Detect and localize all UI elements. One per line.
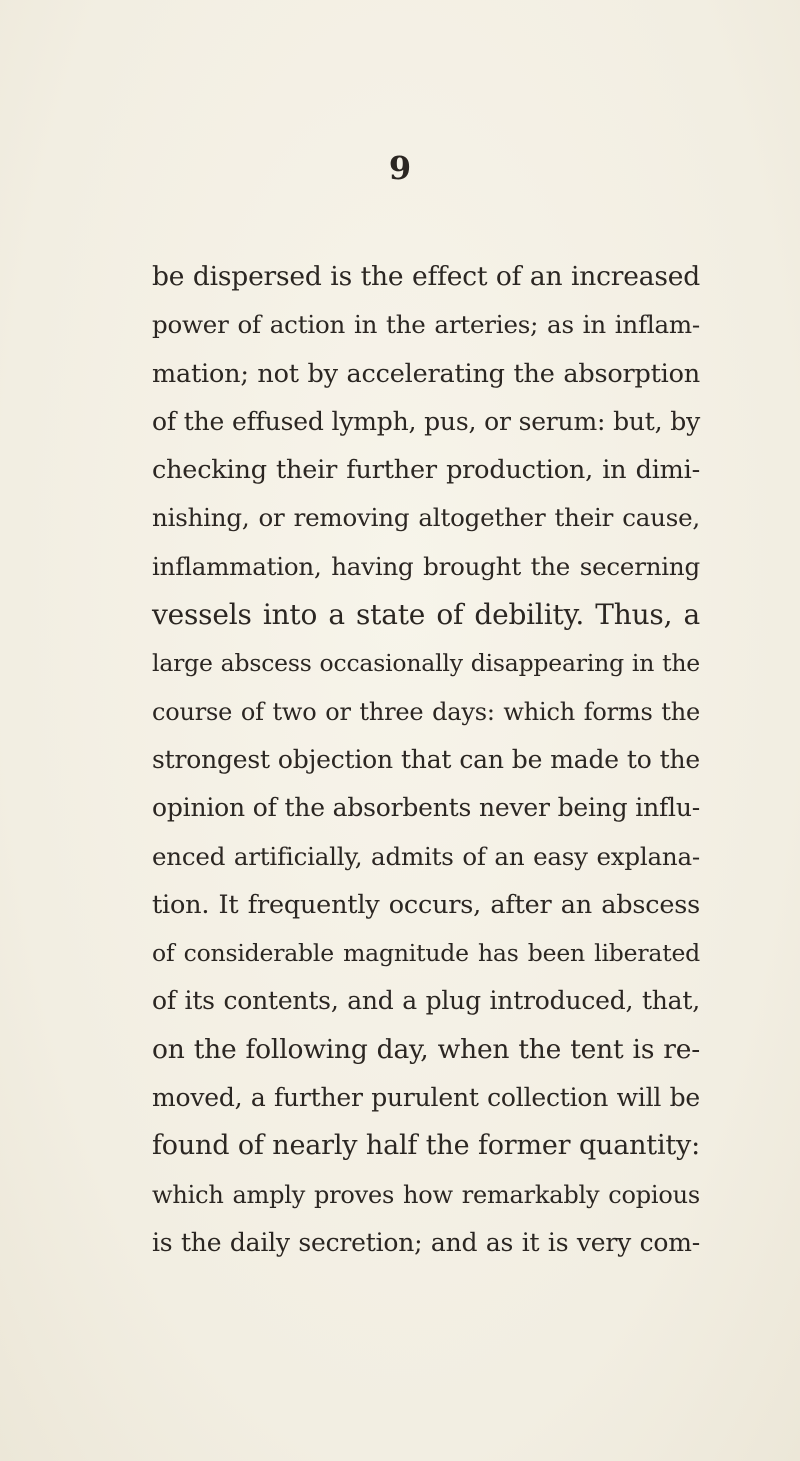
text-line-9: large abscess occasionally disappearing in the	[152, 649, 700, 678]
body-text	[152, 253, 700, 1267]
text-line-10: course of two or three days: which forms the	[152, 697, 700, 726]
text-line-19: found of nearly half the former quantity:	[152, 1130, 700, 1162]
text-line-13: enced artificially, admits of an easy explana-	[152, 841, 700, 871]
text-line-6: nishing, or removing altogether their cause,	[152, 503, 700, 533]
text-line-8: vessels into a state of debility. Thus, a	[152, 598, 700, 632]
text-line-5: checking their further production, in dimi-	[152, 455, 700, 486]
text-line-15: of considerable magnitude has been liberated	[152, 939, 700, 968]
text-line-4: of the effused lymph, pus, or serum: but, by	[152, 406, 700, 436]
text-line-1: be dispersed is the effect of an increased	[152, 261, 700, 292]
text-line-16: of its contents, and a plug introduced, that,	[152, 986, 700, 1016]
text-line-17: on the following day, when the tent is re-	[152, 1033, 700, 1065]
text-line-14: tion. It frequently occurs, after an abscess	[152, 889, 700, 920]
text-line-20: which amply proves how remarkably copious	[152, 1180, 700, 1209]
text-line-2: power of action in the arteries; as in inflam-	[152, 310, 700, 340]
text-line-3: mation; not by accelerating the absorption	[152, 358, 700, 389]
text-line-11: strongest objection that can be made to the	[152, 744, 700, 774]
text-line-21: is the daily secretion; and as it is very com-	[152, 1227, 700, 1257]
text-line-18: moved, a further purulent collection will be	[152, 1083, 700, 1113]
text-line-7: inflammation, having brought the secerning	[152, 551, 700, 581]
text-line-12: opinion of the absorbents never being influ-	[152, 793, 700, 823]
page-number: 9	[388, 149, 412, 187]
